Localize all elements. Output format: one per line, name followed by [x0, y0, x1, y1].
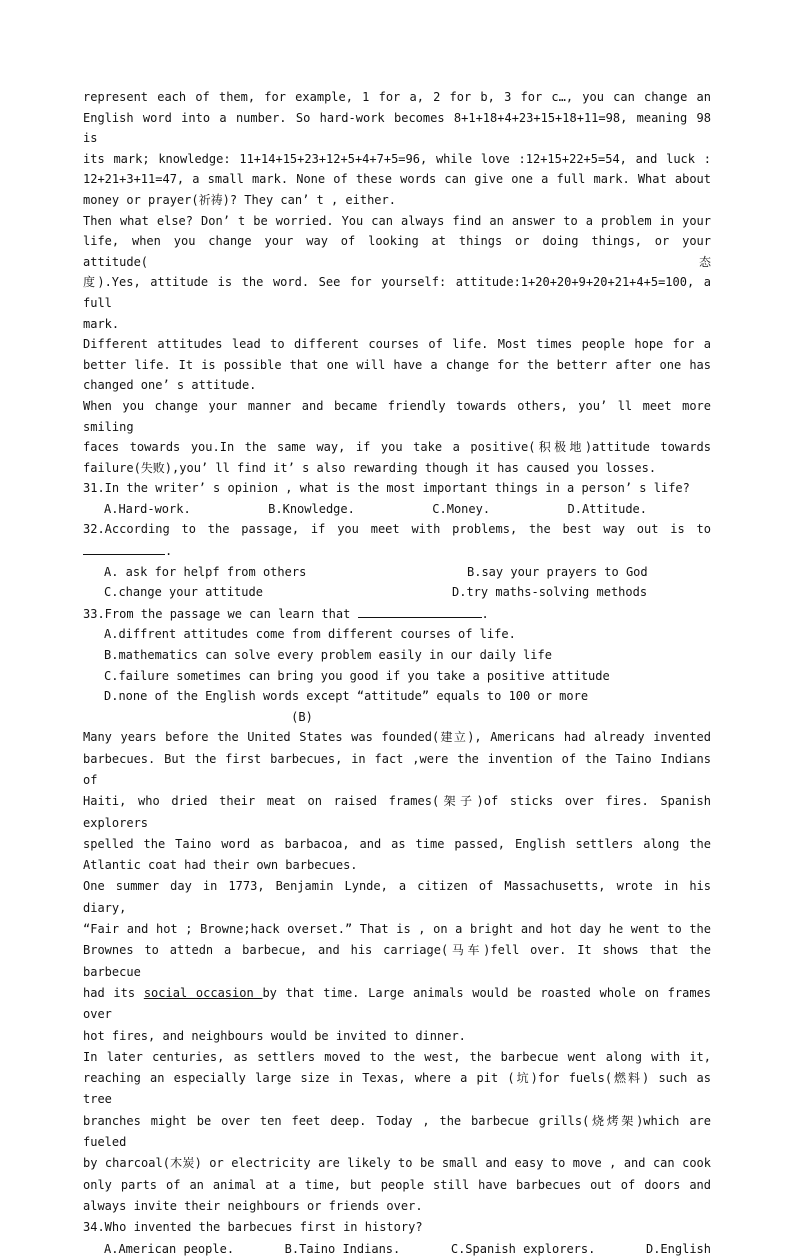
stem-end: .	[165, 544, 173, 559]
text-line: spelled the Taino word as barbacoa, and as time passed, English settlers along the	[83, 836, 711, 851]
option-d[interactable]: D.try maths-solving methods	[452, 585, 648, 600]
question-stem: 32.According to the passage, if you meet with problems, the best way out is to	[83, 522, 711, 537]
question-stem: 31.In the writer’ s opinion , what is the most important things in a person’ s life?	[83, 481, 690, 496]
text-line: English word into a number. So hard-work becomes 8+1+18+4+23+15+18+11=98, meaning 98 is	[83, 110, 711, 146]
option-b[interactable]: B.Knowledge.	[268, 501, 355, 516]
option-a[interactable]: A. ask for helpf from others	[104, 564, 307, 579]
text-line: Atlantic coat had their own barbecues.	[83, 858, 358, 873]
option-c[interactable]: C.failure sometimes can bring you good if you take a positive attitude	[104, 668, 610, 683]
text-line: Different attitudes lead to different courses of life. Most times people hope for a	[83, 337, 711, 352]
text-line: only parts of an animal at a time, but people still have barbecues out of doors and	[83, 1177, 711, 1192]
text-fragment: had its	[83, 985, 144, 1000]
option-a[interactable]: A.Hard-work.	[104, 501, 191, 516]
text-line: changed one’ s attitude.	[83, 378, 257, 393]
option-b[interactable]: B.Taino Indians.	[284, 1241, 401, 1256]
section-b-heading: (B)	[291, 709, 313, 724]
text-line: its mark; knowledge: 11+14+15+23+12+5+4+7+5=96, while love :12+15+22+5=54, and luck :	[83, 151, 711, 166]
passage-b-paragraph-1	[83, 727, 711, 876]
option-d[interactable]: D.English	[645, 1241, 711, 1256]
text-line: 度).Yes, attitude is the word. See for yourself: attitude:1+20+20+9+20+21+4+5=100, a full	[83, 275, 711, 310]
text-line: hot fires, and neighbours would be invited to dinner.	[83, 1028, 466, 1043]
exam-page	[83, 87, 711, 1260]
answer-blank[interactable]	[358, 603, 482, 618]
passage-a-paragraph-4	[83, 396, 711, 478]
option-row	[83, 562, 711, 583]
text-line	[83, 983, 711, 1026]
passage-a-paragraph-2	[83, 211, 711, 335]
option-d[interactable]: D.Attitude.	[567, 501, 647, 516]
stem-end: .	[481, 606, 489, 621]
text-line: “Fair and hot ; Browne;hack overset.” That is , on a bright and hot day he went to the	[83, 922, 711, 937]
text-fragment: by that time. Large animals would be roasted whole on frames over	[83, 985, 712, 1022]
passage-b	[83, 727, 711, 1259]
underlined-phrase: social occasion	[143, 985, 263, 1000]
question-31	[83, 478, 711, 519]
passage-a-paragraph-1	[83, 87, 711, 211]
passage-b-paragraph-2	[83, 876, 711, 1046]
text-line: Brownes to attedn a barbecue, and his carriage(马车)fell over. It shows that the barbecue	[83, 943, 711, 979]
option-a[interactable]: A.American people.	[104, 1241, 235, 1256]
question-32	[83, 519, 711, 602]
option-row	[83, 582, 711, 603]
option-d[interactable]: D.none of the English words except “attitude” equals to 100 or more	[104, 689, 589, 704]
text-line: One summer day in 1773, Benjamin Lynde, a citizen of Massachusetts, wrote in his diary,	[83, 879, 711, 915]
text-line: better life. It is possible that one will have a change for the betterr after one has	[83, 357, 711, 372]
text-line: life, when you change your way of looking at things or doing things, or your attitude(态	[83, 234, 711, 269]
option-b[interactable]: B.say your prayers to God	[467, 564, 648, 579]
text-line: Then what else? Don’ t be worried. You can always find an answer to a problem in your	[83, 213, 711, 228]
option-c[interactable]: C.Money.	[432, 501, 491, 516]
option-c[interactable]: C.Spanish explorers.	[450, 1241, 596, 1256]
passage-b-paragraph-3	[83, 1047, 711, 1217]
text-line: represent each of them, for example, 1 for a, 2 for b, 3 for c…, you can change an	[83, 90, 711, 104]
text-line: When you change your manner and became friendly towards others, you’ ll meet more smiling	[83, 398, 711, 434]
option-a[interactable]: A.diffrent attitudes come from different courses of life.	[104, 627, 516, 642]
option-c[interactable]: C.change your attitude	[104, 585, 263, 600]
question-stem: 33.From the passage we can learn that	[83, 606, 351, 621]
text-line: faces towards you.In the same way, if you take a positive(积极地)attitude towards	[83, 440, 711, 455]
text-line: by charcoal(木炭) or electricity are likely to be small and easy to move , and can cook	[83, 1156, 711, 1171]
text-line: branches might be over ten feet deep. Today , the barbecue grills(烧烤架)which are fueled	[83, 1113, 711, 1150]
text-line: barbecues. But the first barbecues, in fact ,were the invention of the Taino Indians of	[83, 751, 711, 787]
question-stem-line	[83, 603, 711, 625]
option-b[interactable]: B.mathematics can solve every problem easily in our daily life	[104, 648, 552, 663]
text-line: In later centuries, as settlers moved to the west, the barbecue went along with it,	[83, 1049, 711, 1064]
passage-a-paragraph-3	[83, 334, 711, 396]
text-line: 12+21+3+11=47, a small mark. None of these words can give one a full mark. What about	[83, 172, 711, 187]
question-33	[83, 603, 711, 707]
question-stem: 34.Who invented the barbecues first in history?	[83, 1220, 423, 1235]
option-row	[83, 1239, 711, 1260]
text-line: failure(失败),you’ ll find it’ s also rewarding though it has caused you losses.	[83, 460, 657, 475]
text-line: reaching an especially large size in Texas, where a pit (坑)for fuels(燃料) such as tree	[83, 1071, 711, 1107]
question-34	[83, 1217, 711, 1260]
text-line: Haiti, who dried their meat on raised frames(架子)of sticks over fires. Spanish explorers	[83, 794, 711, 830]
text-line: always invite their neighbours or friends over.	[83, 1198, 423, 1213]
answer-blank-line	[83, 540, 711, 562]
text-line: mark.	[83, 316, 120, 331]
answer-blank[interactable]	[83, 540, 165, 555]
option-row	[83, 499, 711, 520]
text-line: money or prayer(祈祷)? They can’ t , either.	[83, 192, 396, 207]
text-line: Many years before the United States was founded(建立), Americans had already invented	[83, 730, 711, 745]
